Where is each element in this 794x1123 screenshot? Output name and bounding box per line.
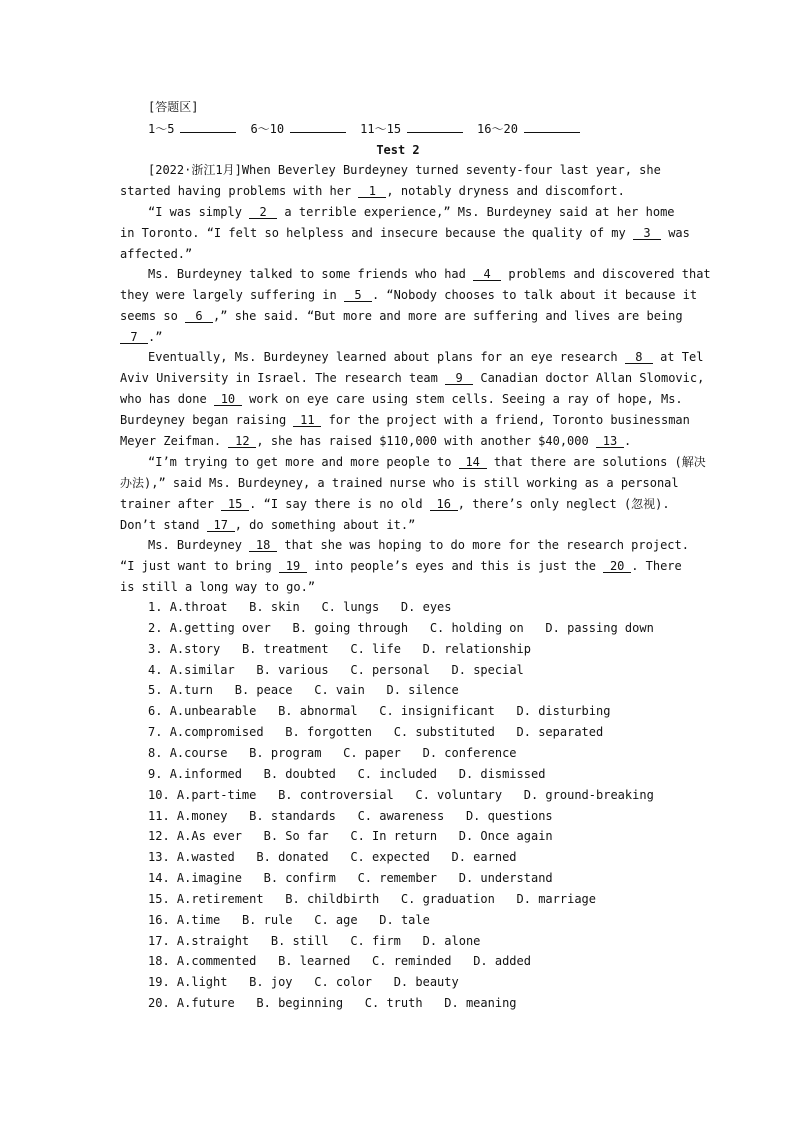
question-row [148, 809, 678, 823]
question-number: 6. [148, 704, 170, 718]
option-d[interactable]: D. special [451, 663, 524, 677]
question-row [148, 725, 678, 739]
option-spacer [495, 725, 517, 739]
passage-line [120, 184, 676, 198]
question-number: 12. [148, 829, 177, 843]
blank-7: 7 [120, 331, 148, 344]
option-a[interactable]: A.story [169, 642, 221, 656]
option-spacer [495, 704, 517, 718]
passage-text: , there’s only neglect (忽视). [457, 497, 670, 511]
option-b[interactable]: B. childbirth [285, 892, 380, 906]
option-spacer [293, 913, 315, 927]
passage-text: Meyer Zeifman. [120, 434, 222, 448]
option-b[interactable]: B. learned [278, 954, 351, 968]
option-c[interactable]: C. In return [350, 829, 438, 843]
question-number: 4. [148, 663, 170, 677]
passage-line [120, 309, 683, 323]
blank-3: 3 [633, 227, 661, 240]
question-number: 2. [148, 621, 170, 635]
option-b[interactable]: B. confirm [263, 871, 336, 885]
passage-text: was [668, 226, 690, 240]
option-spacer [321, 746, 343, 760]
question-number: 14. [148, 871, 177, 885]
option-a[interactable]: A.compromised [169, 725, 264, 739]
option-spacer [358, 704, 380, 718]
question-row [148, 642, 678, 656]
option-spacer [235, 996, 257, 1010]
blank-9: 9 [445, 372, 473, 385]
option-spacer [379, 600, 401, 614]
option-spacer [379, 892, 401, 906]
option-a[interactable]: A.straight [176, 934, 250, 948]
answer-line-4[interactable] [524, 121, 580, 133]
option-d[interactable]: D. Once again [458, 829, 553, 843]
option-c[interactable]: C. age [314, 913, 358, 927]
option-d[interactable]: D. marriage [516, 892, 596, 906]
option-a[interactable]: A.getting over [169, 621, 271, 635]
question-number: 19. [148, 975, 177, 989]
option-d[interactable]: D. meaning [444, 996, 517, 1010]
option-spacer [437, 871, 459, 885]
passage-text: ,” she said. “But more and more are suffering and lives are being [213, 309, 683, 323]
blank-15: 15 [221, 498, 249, 511]
option-c[interactable]: C. reminded [372, 954, 452, 968]
passage-text: .” [148, 330, 163, 344]
option-c[interactable]: C. remember [357, 871, 438, 885]
passage-text: Ms. Burdeyney talked to some friends who had [148, 267, 466, 281]
blank-16: 16 [430, 498, 458, 511]
answer-group-1-label: 1～5 [148, 122, 175, 136]
passage-text: . There [631, 559, 682, 573]
option-d[interactable]: D. silence [386, 683, 459, 697]
passage-text: Canadian doctor Allan Slomovic, [480, 371, 705, 385]
option-spacer [329, 663, 351, 677]
passage-line [120, 476, 679, 490]
option-b[interactable]: B. beginning [256, 996, 344, 1010]
blank-10: 10 [214, 393, 242, 406]
passage-line [120, 413, 690, 427]
passage-line [148, 350, 704, 364]
passage-text: for the project with a friend, Toronto businessman [328, 413, 690, 427]
passage-text: who has done [120, 392, 207, 406]
option-spacer [264, 892, 286, 906]
option-a[interactable]: A.imagine [176, 871, 242, 885]
option-spacer [365, 683, 387, 697]
passage-line [120, 247, 676, 261]
question-number: 16. [148, 913, 177, 927]
option-spacer [293, 975, 315, 989]
question-number: 8. [148, 746, 170, 760]
option-spacer [227, 600, 249, 614]
question-number: 20. [148, 996, 177, 1010]
option-spacer [293, 683, 315, 697]
option-a[interactable]: A.similar [169, 663, 235, 677]
option-spacer [358, 913, 380, 927]
passage-text: Aviv University in Israel. The research team [120, 371, 438, 385]
option-d[interactable]: D. separated [516, 725, 604, 739]
question-number: 3. [148, 642, 170, 656]
option-b[interactable]: B. standards [249, 809, 336, 823]
option-spacer [329, 934, 351, 948]
option-spacer [452, 954, 474, 968]
blank-13: 13 [596, 435, 624, 448]
passage-text: . “I say there is no old [249, 497, 423, 511]
option-d[interactable]: D. tale [379, 913, 430, 927]
option-spacer [502, 788, 524, 802]
option-spacer [401, 934, 423, 948]
option-a[interactable]: A.unbearable [169, 704, 257, 718]
option-d[interactable]: D. added [473, 954, 531, 968]
answer-area-title: [答题区] [148, 100, 199, 114]
test-title: Test 2 [376, 143, 420, 157]
question-row [148, 767, 678, 781]
option-c[interactable]: C. expected [350, 850, 430, 864]
answer-line-1[interactable] [180, 121, 236, 133]
passage-text: 办法),” said Ms. Burdeyney, a trained nurse who is still working as a personal [120, 476, 679, 490]
passage-text: affected.” [120, 247, 193, 261]
option-b[interactable]: B. controversial [278, 788, 394, 802]
question-row [148, 683, 678, 697]
option-c[interactable]: C. color [314, 975, 373, 989]
blank-14: 14 [459, 456, 487, 469]
blank-5: 5 [344, 289, 372, 302]
passage-text: they were largely suffering in [120, 288, 337, 302]
passage-text: a terrible experience,” Ms. Burdeyney said at her home [284, 205, 675, 219]
option-spacer [423, 996, 445, 1010]
question-number: 18. [148, 954, 177, 968]
blank-6: 6 [185, 310, 213, 323]
blank-2: 2 [249, 206, 277, 219]
option-c[interactable]: C. substituted [393, 725, 495, 739]
option-a[interactable]: A.retirement [176, 892, 264, 906]
option-c[interactable]: C. lungs [321, 600, 380, 614]
option-spacer [256, 788, 278, 802]
option-d[interactable]: D. conference [422, 746, 517, 760]
option-a[interactable]: A.time [176, 913, 221, 927]
passage-line [148, 455, 706, 469]
question-row [148, 954, 678, 968]
passage-text: , she has raised $110,000 with another $40,000 [256, 434, 589, 448]
blank-18: 18 [249, 539, 277, 552]
question-number: 9. [148, 767, 170, 781]
option-spacer [401, 642, 423, 656]
option-b[interactable]: B. program [249, 746, 322, 760]
option-spacer [213, 683, 235, 697]
question-row [148, 621, 678, 635]
passage-text: into people’s eyes and this is just the [314, 559, 596, 573]
option-b[interactable]: B. rule [241, 913, 293, 927]
option-c[interactable]: C. included [357, 767, 438, 781]
passage-text: . [623, 434, 632, 448]
question-number: 1. [148, 600, 170, 614]
option-spacer [227, 746, 249, 760]
blank-4: 4 [473, 268, 501, 281]
option-c[interactable]: C. paper [343, 746, 401, 760]
question-row [148, 871, 678, 885]
option-d[interactable]: D. alone [422, 934, 481, 948]
option-spacer [242, 767, 264, 781]
passage-text: Ms. Burdeyney [148, 538, 242, 552]
option-b[interactable]: B. still [270, 934, 329, 948]
option-spacer [444, 809, 466, 823]
passage-line [148, 267, 711, 281]
option-spacer [524, 621, 546, 635]
question-number: 15. [148, 892, 177, 906]
question-row [148, 850, 678, 864]
option-b[interactable]: B. peace [234, 683, 293, 697]
option-spacer [220, 642, 242, 656]
option-d[interactable]: D. disturbing [516, 704, 611, 718]
option-spacer [372, 975, 394, 989]
passage-line [120, 559, 682, 573]
option-spacer [394, 788, 416, 802]
question-row [148, 788, 678, 802]
question-number: 13. [148, 850, 177, 864]
option-a[interactable]: A.wasted [176, 850, 235, 864]
passage-text: , notably dryness and discomfort. [386, 184, 625, 198]
option-b[interactable]: B. doubted [263, 767, 336, 781]
option-spacer [437, 829, 459, 843]
option-a[interactable]: A.commented [176, 954, 257, 968]
question-row [148, 975, 678, 989]
passage-text: , do something about it.” [234, 518, 416, 532]
option-d[interactable]: D. questions [465, 809, 553, 823]
option-spacer [227, 809, 249, 823]
option-spacer [408, 621, 430, 635]
option-c[interactable]: C. graduation [400, 892, 495, 906]
question-row [148, 600, 678, 614]
blank-12: 12 [228, 435, 256, 448]
question-row [148, 829, 678, 843]
option-spacer [430, 663, 452, 677]
option-c[interactable]: C. insignificant [379, 704, 495, 718]
option-spacer [329, 829, 351, 843]
question-row [148, 746, 678, 760]
option-spacer [227, 975, 249, 989]
option-spacer [343, 996, 365, 1010]
option-b[interactable]: B. various [256, 663, 329, 677]
passage-text: work on eye care using stem cells. Seeing a ray of hope, Ms. [249, 392, 683, 406]
option-c[interactable]: C. awareness [357, 809, 445, 823]
option-spacer [256, 704, 278, 718]
option-spacer [220, 913, 242, 927]
option-d[interactable]: D. beauty [393, 975, 459, 989]
option-spacer [249, 934, 271, 948]
option-spacer [336, 871, 358, 885]
option-c[interactable]: C. personal [350, 663, 430, 677]
question-row [148, 934, 678, 948]
passage-line [120, 371, 705, 385]
passage-text: Burdeyney began raising [120, 413, 287, 427]
question-row [148, 704, 678, 718]
option-b[interactable]: B. abnormal [278, 704, 358, 718]
option-b[interactable]: B. donated [256, 850, 329, 864]
passage-line [148, 538, 689, 552]
option-spacer [271, 621, 293, 635]
question-row [148, 913, 678, 927]
option-a[interactable]: A.throat [169, 600, 228, 614]
blank-8: 8 [625, 351, 653, 364]
option-b[interactable]: B. treatment [241, 642, 329, 656]
question-number: 7. [148, 725, 170, 739]
passage-text: . “Nobody chooses to talk about it because it [371, 288, 698, 302]
answer-group-2-label: 6～10 [250, 122, 285, 136]
option-b[interactable]: B. forgotten [285, 725, 372, 739]
question-row [148, 996, 678, 1010]
passage-text: that she was hoping to do more for the research project. [284, 538, 689, 552]
option-spacer [350, 954, 372, 968]
option-b[interactable]: B. skin [249, 600, 300, 614]
option-spacer [401, 746, 423, 760]
blank-1: 1 [358, 185, 386, 198]
option-a[interactable]: A.light [176, 975, 228, 989]
option-d[interactable]: D. passing down [545, 621, 654, 635]
option-c[interactable]: C. firm [350, 934, 401, 948]
option-d[interactable]: D. understand [458, 871, 553, 885]
option-b[interactable]: B. joy [249, 975, 293, 989]
passage-line [120, 518, 676, 532]
passage-text: that there are solutions (解决 [493, 455, 706, 469]
passage-line [120, 434, 676, 448]
question-row [148, 892, 678, 906]
question-number: 11. [148, 809, 177, 823]
passage-line [120, 288, 698, 302]
passage-text: in Toronto. “I felt so helpless and insecure because the quality of my [120, 226, 626, 240]
answer-group-3-label: 11～15 [360, 122, 402, 136]
option-d[interactable]: D. eyes [400, 600, 452, 614]
option-d[interactable]: D. ground-breaking [523, 788, 654, 802]
passage-text: seems so [120, 309, 178, 323]
option-a[interactable]: A.future [176, 996, 235, 1010]
answer-area-row [148, 121, 704, 136]
option-c[interactable]: C. life [350, 642, 401, 656]
passage-line [120, 330, 676, 344]
passage-text: Don’t stand [120, 518, 200, 532]
passage-text: trainer after [120, 497, 214, 511]
question-number: 5. [148, 683, 170, 697]
option-spacer [437, 767, 459, 781]
option-c[interactable]: C. voluntary [415, 788, 503, 802]
option-spacer [372, 725, 394, 739]
answer-area-label [148, 100, 704, 114]
passage-line [120, 497, 676, 511]
passage-text: at Tel [660, 350, 704, 364]
option-spacer [242, 871, 264, 885]
passage-line [120, 392, 683, 406]
passage-text: When Beverley Burdeyney turned seventy-four last year, she [241, 163, 661, 177]
option-spacer [495, 892, 517, 906]
blank-11: 11 [293, 414, 321, 427]
option-d[interactable]: D. earned [451, 850, 517, 864]
option-c[interactable]: C. truth [364, 996, 423, 1010]
option-spacer [336, 767, 358, 781]
answer-line-2[interactable] [290, 121, 346, 133]
blank-19: 19 [279, 560, 307, 573]
question-number: 17. [148, 934, 177, 948]
option-d[interactable]: D. relationship [422, 642, 531, 656]
passage-line [120, 226, 690, 240]
option-b[interactable]: B. going through [292, 621, 409, 635]
passage-line [120, 580, 676, 594]
passage-text: is still a long way to go.” [120, 580, 316, 594]
option-c[interactable]: C. vain [314, 683, 365, 697]
option-spacer [300, 600, 322, 614]
passage-line [148, 163, 676, 177]
question-row [148, 663, 678, 677]
option-c[interactable]: C. holding on [429, 621, 524, 635]
passage-text: “I was simply [148, 205, 242, 219]
option-spacer [329, 642, 351, 656]
question-number: 10. [148, 788, 177, 802]
blank-17: 17 [207, 519, 235, 532]
option-spacer [336, 809, 358, 823]
option-b[interactable]: B. So far [263, 829, 329, 843]
source-tag: [2022·浙江1月] [148, 163, 242, 177]
blank-20: 20 [603, 560, 631, 573]
passage-text: started having problems with her [120, 184, 352, 198]
option-a[interactable]: A.As ever [176, 829, 242, 843]
option-spacer [430, 850, 452, 864]
answer-group-4-label: 16～20 [477, 122, 518, 136]
option-spacer [242, 829, 264, 843]
option-a[interactable]: A.informed [169, 767, 242, 781]
option-spacer [235, 850, 257, 864]
option-spacer [256, 954, 278, 968]
passage-line [148, 205, 676, 219]
option-a[interactable]: A.turn [169, 683, 214, 697]
passage-text: Eventually, Ms. Burdeyney learned about plans for an eye research [148, 350, 618, 364]
option-spacer [264, 725, 286, 739]
option-d[interactable]: D. dismissed [458, 767, 546, 781]
answer-line-3[interactable] [407, 121, 463, 133]
option-spacer [235, 663, 257, 677]
passage-text: problems and discovered that [508, 267, 711, 281]
option-a[interactable]: A.course [169, 746, 228, 760]
option-spacer [329, 850, 351, 864]
option-a[interactable]: A.money [176, 809, 228, 823]
passage-text: “I’m trying to get more and more people to [148, 455, 452, 469]
option-a[interactable]: A.part-time [176, 788, 257, 802]
passage-text: “I just want to bring [120, 559, 272, 573]
